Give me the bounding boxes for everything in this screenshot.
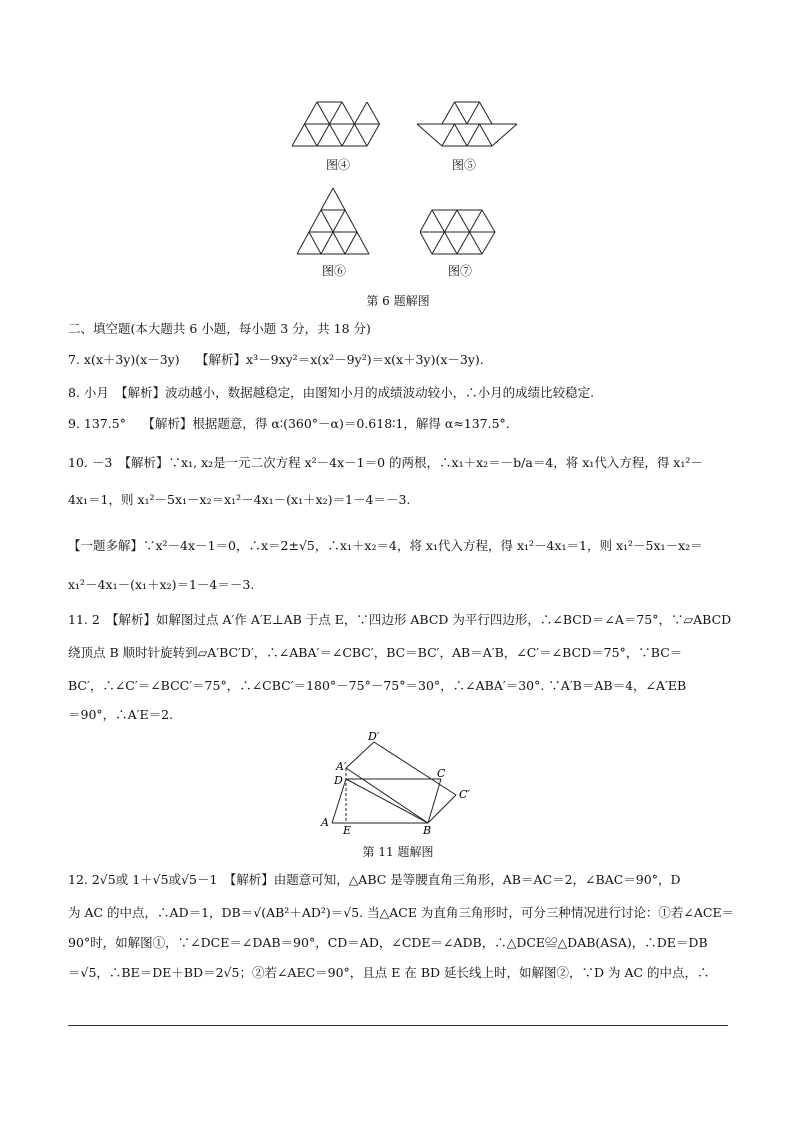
figure-5 (414, 100, 524, 150)
answer-8: 8. 小月 【解析】波动越小，数据越稳定，由图知小月的成绩波动较小，∴小月的成绩比较稳定. (68, 385, 595, 400)
answer-12-line-4: ＝√5，∴BE＝DE＋BD＝2√5；②若∠AEC＝90°，且点 E 在 BD 延长线上时，如解图②，∵D 为 AC 的中点，∴ (68, 965, 710, 980)
label-A-prime: A′ (336, 760, 347, 773)
label-B: B (423, 824, 432, 836)
figure-4-label: 图④ (325, 158, 350, 172)
answer-12-line-1: 12. 2√5或 1＋√5或√5－1 【解析】由题意可知，△ABC 是等腰直角三角形，AB＝AC＝2，∠BAC＝90°，D (68, 872, 681, 887)
label-D-prime: D′ (368, 730, 380, 743)
answer-12-line-2: 为 AC 的中点，∴AD＝1，DB＝√(AB²＋AD²)＝√5. 当△ACE 为直角三角形时，可分三种情况进行讨论：①若∠ACE＝ (68, 905, 735, 920)
figure-11-caption: 第 11 题解图 (362, 845, 434, 859)
label-D: D (334, 774, 343, 787)
answer-12-line-3: 90°时，如解图①，∵∠DCE＝∠DAB＝90°，CD＝AD，∠CDE＝∠ADB，∴△DCE≌△DAB(ASA)，∴DE＝DB (68, 935, 708, 950)
footer-rule (68, 1025, 728, 1026)
figure-4 (288, 100, 388, 150)
figure-6-label: 图⑥ (321, 264, 346, 278)
answer-9: 9. 137.5° 【解析】根据题意，得 α∶(360°－α)＝0.618∶1，解得 α≈137.5°. (68, 416, 510, 431)
answer-11-line-3: BC′，∴∠C′＝∠BCC′＝75°，∴∠CBC′＝180°－75°－75°＝30°，∴∠ABA′＝30°. ∵A′B＝AB＝4，∠A′EB (68, 678, 687, 693)
figure-6-caption: 第 6 题解图 (366, 294, 430, 308)
answer-11-line-1: 11. 2 【解析】如解图过点 A′作 A′E⊥AB 于点 E，∵四边形 ABCD 为平行四边形，∴∠BCD＝∠A＝75°，∵▱ABCD (68, 612, 732, 627)
label-E: E (343, 824, 352, 836)
answer-10-line-2: 4x₁＝1，则 x₁²－5x₁－x₂＝x₁²－4x₁－(x₁＋x₂)＝1－4＝－3. (68, 492, 411, 507)
answer-10-multi-line-2: x₁²－4x₁－(x₁＋x₂)＝1－4＝－3. (68, 577, 255, 592)
answer-7: 7. x(x＋3y)(x－3y) 【解析】x³－9xy²＝x(x²－9y²)＝x(x＋3y)(x－3y). (68, 352, 484, 367)
figure-7 (420, 206, 510, 262)
answer-11-line-4: ＝90°，∴A′E＝2. (68, 707, 174, 722)
answer-10-line-1: 10. －3 【解析】∵x₁, x₂是一元二次方程 x²－4x－1＝0 的两根，∴x₁＋x₂＝－b/a＝4，将 x₁代入方程，得 x₁²－ (68, 455, 703, 470)
label-C: C (437, 767, 446, 780)
figure-6 (294, 184, 374, 258)
label-A: A (321, 816, 329, 829)
answer-11-line-2: 绕顶点 B 顺时针旋转到▱A′BC′D′，∴∠ABA′＝∠CBC′，BC＝BC′，AB＝A′B，∠C′＝∠BCD＝75°，∵BC＝ (68, 645, 683, 660)
answer-10-multi-line-1: 【一题多解】∵x²－4x－1＝0，∴x＝2±√5，∴x₁＋x₂＝4，将 x₁代入方程，得 x₁²－4x₁＝1，则 x₁²－5x₁－x₂＝ (68, 538, 703, 553)
figure-7-label: 图⑦ (447, 264, 472, 278)
label-C-prime: C′ (459, 788, 470, 801)
figure-5-label: 图⑤ (451, 158, 476, 172)
section-heading: 二、填空题(本大题共 6 小题，每小题 3 分，共 18 分) (68, 321, 371, 336)
figure-11 (316, 728, 486, 836)
